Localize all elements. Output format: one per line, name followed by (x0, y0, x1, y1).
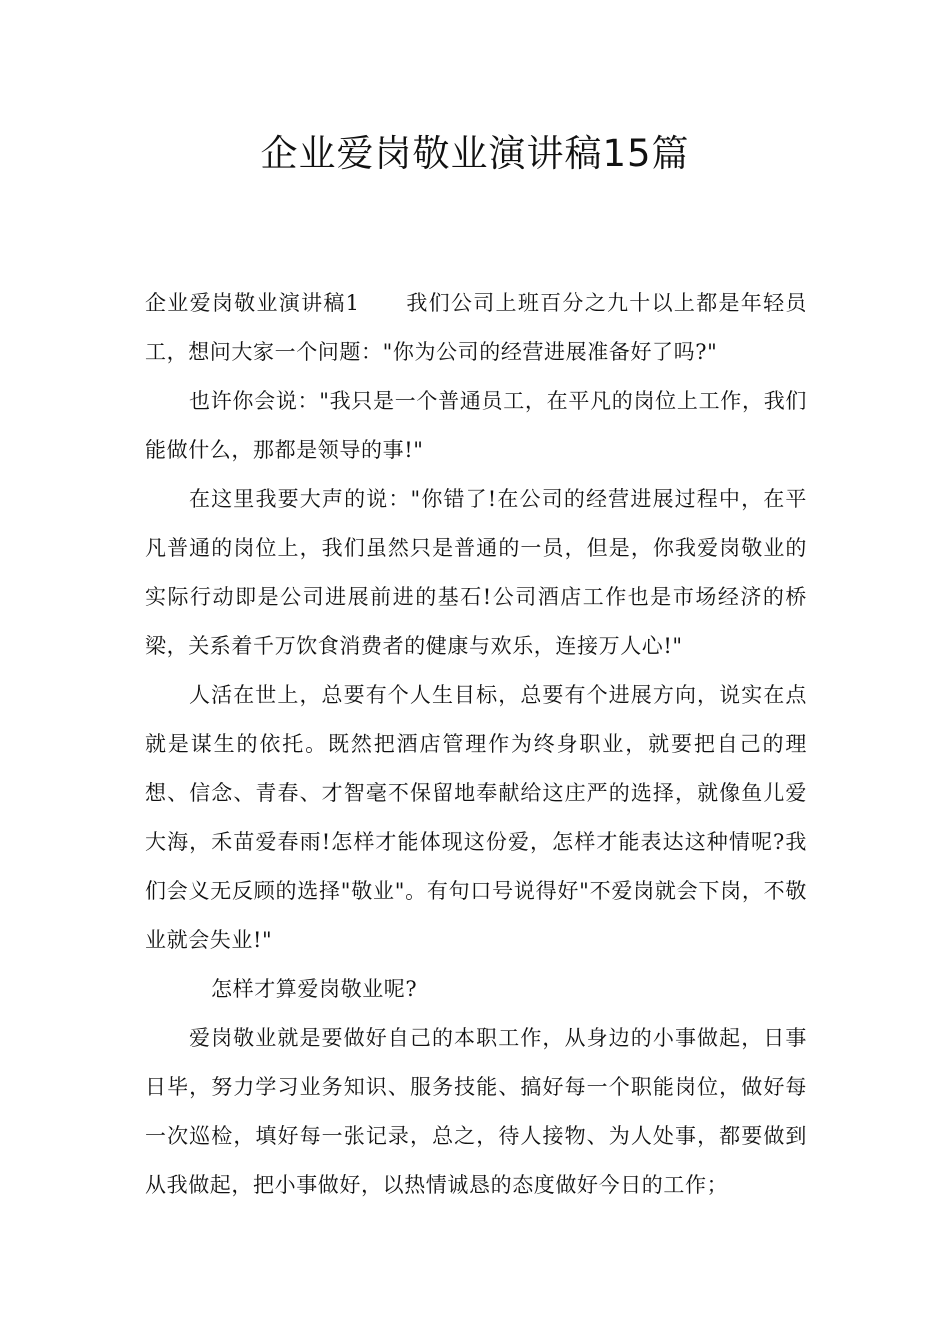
paragraph-3: 在这里我要大声的说："你错了!在公司的经营进展过程中，在平凡普通的岗位上，我们虽然只是普通的一员，但是，你我爱岗敬业的实际行动即是公司进展前进的基石!公司酒店工作也是市场经济的桥梁，关系着千万饮食消费者的健康与欢乐，连接万人心!" (145, 487, 807, 658)
section-heading: 企业爱岗敬业演讲稿1 (145, 291, 360, 315)
paragraph-2: 也许你会说："我只是一个普通员工，在平凡的岗位上工作，我们能做什么，那都是领导的事!" (145, 389, 807, 462)
paragraph-4: 人活在世上，总要有个人生目标，总要有个进展方向，说实在点就是谋生的依托。既然把酒店管理作为终身职业，就要把自己的理想、信念、青春、才智毫不保留地奉献给这庄严的选择，就像鱼儿爱大海，禾苗爱春雨!怎样才能体现这份爱，怎样才能表达这种情呢?我们会义无反顾的选择"敬业"。有句口号说得好"不爱岗就会下岗，不敬业就会失业!" (145, 683, 807, 952)
paragraph-5: 爱岗敬业就是要做好自己的本职工作，从身边的小事做起，日事日毕，努力学习业务知识、服务技能、搞好每一个职能岗位，做好每一次巡检，填好每一张记录，总之，待人接物、为人处事，都要做到从我做起，把小事做好，以热情诚恳的态度做好今日的工作； (145, 1026, 807, 1197)
subheading-question: 怎样才算爱岗敬业呢? (211, 977, 418, 1001)
document-title: 企业爱岗敬业演讲稿15篇 (260, 132, 690, 175)
paragraph-1: 我们公司上班百分之九十以上都是年轻员工，想问大家一个问题："你为公司的经营进展准备好了吗?" (145, 291, 807, 364)
document-body (145, 279, 807, 1210)
opening-paragraph (145, 279, 807, 377)
